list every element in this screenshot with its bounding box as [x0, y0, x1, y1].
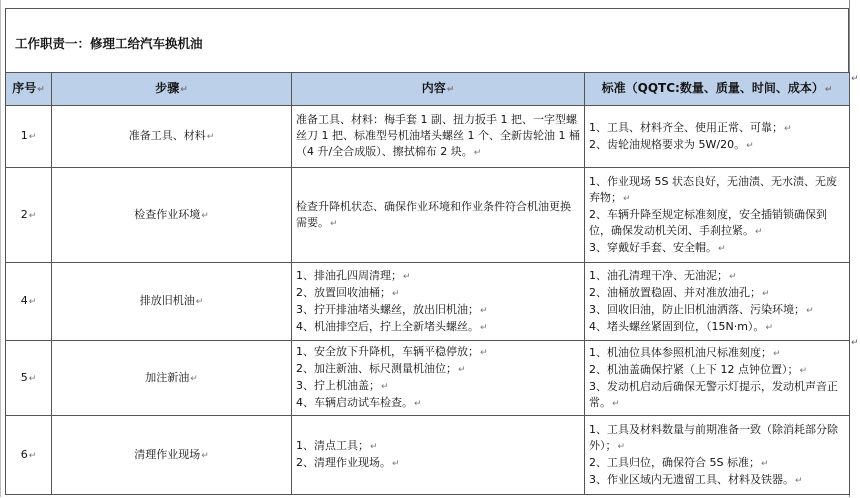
- cell-line: 2、车辆升降至规定标准刻度，安全插销锁确保到位，确保发动机关闭、手刹拉紧。↵: [589, 207, 827, 237]
- cell-line: 2、油桶放置稳固、并对准放油孔；↵: [589, 285, 770, 299]
- cell-standard: [585, 341, 850, 416]
- cell-line: 3、穿戴好手套、安全帽。↵: [589, 240, 726, 254]
- cell-line: 3、拧开排油堵头螺丝，放出旧机油；↵: [296, 302, 488, 316]
- cell-content: [292, 341, 585, 416]
- cell-step: 排放旧机油↵: [52, 263, 292, 341]
- cell-line: 1、工具、材料齐全、使用正常、可靠；↵: [589, 120, 792, 134]
- cell-line: 1、作业现场 5S 状态良好，无油渍、无水渍、无废弃物；↵: [589, 174, 837, 204]
- cell-line: 2、工具归位，确保符合 5S 标准；↵: [589, 455, 769, 469]
- cell-line: 2、放置回收油桶；↵: [296, 285, 400, 299]
- cell-line: 1、工具及材料数量与前期准备一致（除消耗部分除外）；↵: [589, 422, 838, 452]
- cell-content: [292, 416, 585, 495]
- cell-line: 3、作业区域内无遗留工具、材料及铁器。↵: [589, 472, 803, 486]
- cell-line: 1、机油位具体参照机油尺标准刻度；↵: [589, 345, 781, 359]
- cell-line: 1、清点工具；↵: [296, 439, 378, 452]
- cell-standard: [585, 106, 850, 168]
- cell-step: 加注新油↵: [52, 341, 292, 416]
- cell-line: 检查升降机状态、确保作业环境和作业条件符合机油更换需要。↵: [296, 199, 571, 229]
- cell-line: 2、机油盖确保拧紧（上下 12 点钟位置）；↵: [589, 362, 808, 376]
- cell-line: 3、拧上机油盖；↵: [296, 379, 389, 392]
- cell-standard: [585, 416, 850, 495]
- cell-line: 2、清理作业现场。↵: [296, 456, 400, 469]
- cell-content: [292, 263, 585, 341]
- header-step: 步骤↵: [52, 73, 292, 106]
- cell-line: 2、加注新油、标尺测量机油位；↵: [296, 362, 466, 375]
- cell-num: 6↵: [6, 416, 52, 495]
- table-row: [6, 106, 850, 168]
- cell-content: [292, 168, 585, 263]
- cell-num: 1↵: [6, 106, 52, 168]
- cell-num: 5↵: [6, 341, 52, 416]
- row-end-mark: ↵: [851, 338, 859, 348]
- cell-num: 2↵: [6, 168, 52, 263]
- cell-num: 4↵: [6, 263, 52, 341]
- cell-standard: [585, 263, 850, 341]
- header-content: 内容↵: [292, 73, 585, 106]
- cell-line: 4、车辆启动试车检查。↵: [296, 396, 422, 409]
- cell-step: 准备工具、材料↵: [52, 106, 292, 168]
- table-row: [6, 416, 850, 495]
- table-row: [6, 168, 850, 263]
- table-row: [6, 263, 850, 341]
- cell-content: [292, 106, 585, 168]
- cell-line: 准备工具、材料：梅手套 1 副、扭力扳手 1 把、一字型螺丝刀 1 把、标准型号机油堵头螺丝 1 个、全新齿轮油 1 桶（4 升/全合成版）、擦拭棉布 2 块。↵: [296, 113, 580, 158]
- cell-line: 4、堵头螺丝紧固到位，（15N·m）。↵: [589, 319, 773, 333]
- cell-line: 4、机油排空后，拧上全新堵头螺丝。↵: [296, 319, 488, 333]
- document-title: 工作职责一：修理工给汽车换机油: [15, 36, 203, 51]
- cell-standard: [585, 168, 850, 263]
- table-header-row: [6, 73, 850, 106]
- cell-line: 3、回收旧油，防止旧机油洒落、污染环境；↵: [589, 302, 814, 316]
- cell-line: 1、油孔清理干净、无油泥；↵: [589, 268, 737, 282]
- procedure-table: [5, 72, 850, 495]
- row-end-mark: ↵: [851, 74, 859, 84]
- cell-step: 检查作业环境↵: [52, 168, 292, 263]
- cell-line: 3、发动机启动后确保无警示灯提示，发动机声音正常。↵: [589, 379, 838, 409]
- cell-line: 1、安全放下升降机，车辆平稳停放；↵: [296, 345, 488, 358]
- header-num: 序号↵: [6, 73, 52, 106]
- header-standard: 标准（QQTC:数量、质量、时间、成本）↵: [585, 73, 850, 106]
- cell-line: 2、齿轮油规格要求为 5W/20。↵: [589, 137, 754, 151]
- cell-line: 1、排油孔四周清理；↵: [296, 268, 411, 282]
- title-box: [5, 8, 849, 72]
- table-row: [6, 341, 850, 416]
- cell-step: 清理作业现场↵: [52, 416, 292, 495]
